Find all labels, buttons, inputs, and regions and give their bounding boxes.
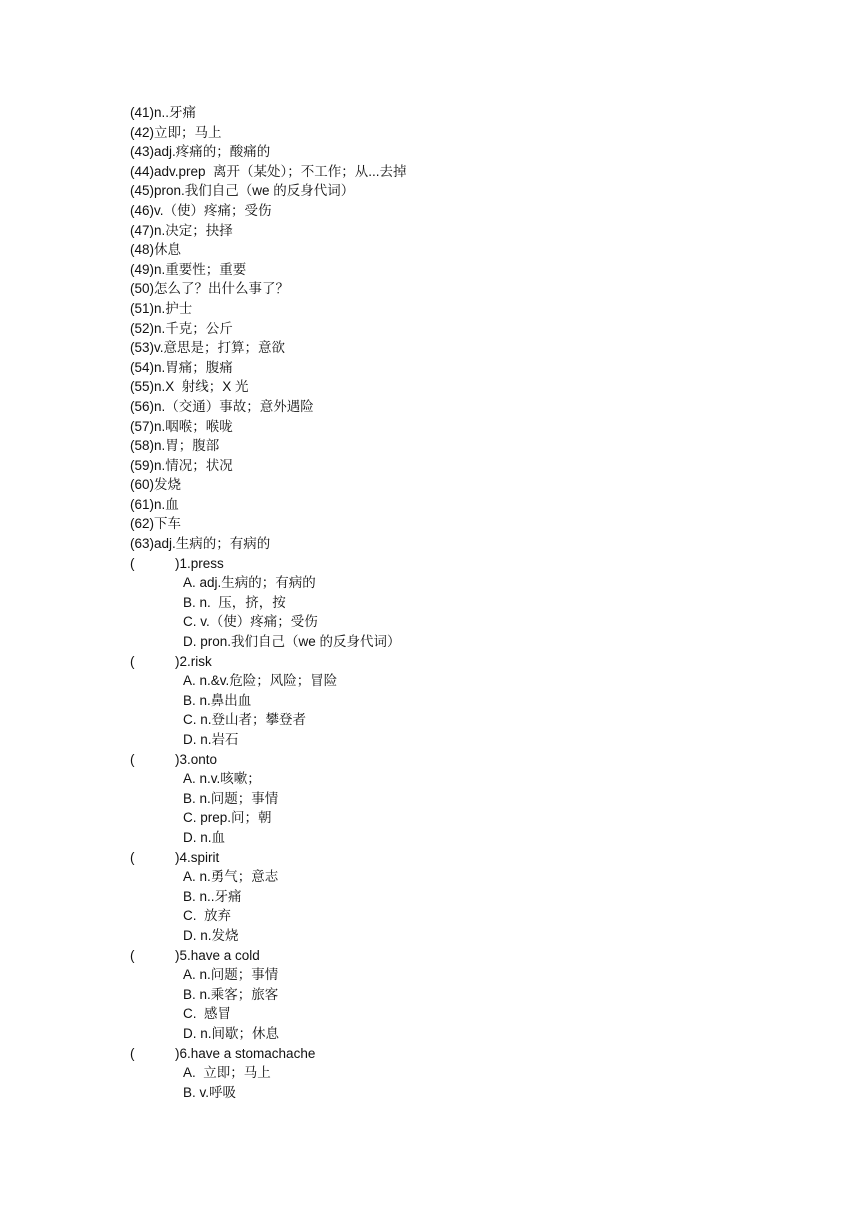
option-c: C. 感冒: [183, 1006, 232, 1022]
definition-item: (44)adv.prep 离开（某处）；不工作；从...去掉: [130, 163, 407, 179]
definition-item: (46)v.（使）疼痛；受伤: [130, 202, 272, 218]
answer-blank[interactable]: (: [130, 555, 135, 571]
option-c: C. 放弃: [183, 908, 232, 924]
option-b: B. n.乘客；旅客: [183, 986, 279, 1002]
question-4: [130, 848, 770, 946]
option-b: B. n. 压，挤，按: [183, 594, 286, 610]
option-d: D. n.发烧: [183, 927, 239, 943]
option-d: D. n.岩石: [183, 732, 239, 747]
option-a: A. 立即；马上: [183, 1065, 271, 1081]
question-prompt: [130, 1044, 770, 1064]
question-text: )5.have a cold: [175, 947, 260, 963]
definition-item: (61)n.血: [130, 496, 179, 512]
definition-item: (59)n.情况；状况: [130, 457, 233, 473]
answer-blank[interactable]: (: [130, 751, 135, 767]
question-list: [130, 554, 770, 1103]
option-d: D. n.间歇；休息: [183, 1025, 280, 1041]
definition-item: (51)n.护士: [130, 300, 193, 316]
definition-item: (60)发烧: [130, 477, 182, 493]
worksheet-page: [130, 103, 770, 1102]
option-b: B. n..牙痛: [183, 888, 242, 904]
option-c: C. prep.问；朝: [183, 810, 272, 826]
question-prompt: [130, 652, 770, 672]
question-5: [130, 946, 770, 1044]
option-c: C. n.登山者；攀登者: [183, 712, 307, 728]
option-c: C. v.（使）疼痛；受伤: [183, 614, 318, 630]
definition-item: (62)下车: [130, 516, 182, 532]
definition-item: (47)n.决定；抉择: [130, 222, 233, 238]
option-a: A. n.勇气；意志: [183, 869, 279, 885]
question-text: )4.spirit: [175, 849, 220, 865]
definition-item: (58)n.胃；腹部: [130, 438, 220, 454]
definition-item: (57)n.咽喉；喉咙: [130, 418, 233, 434]
definition-item: (50)怎么了？出什么事了？: [130, 281, 290, 297]
answer-blank[interactable]: (: [130, 653, 135, 669]
option-d: D. pron.我们自己（we 的反身代词）: [183, 634, 401, 650]
question-6: [130, 1044, 770, 1103]
option-d: D. n.血: [183, 829, 226, 845]
question-text: )3.onto: [175, 751, 218, 767]
definition-item: (41)n..牙痛: [130, 105, 197, 120]
question-text: )6.have a stomachache: [175, 1045, 316, 1061]
option-a: A. n.问题；事情: [183, 967, 279, 983]
answer-blank[interactable]: (: [130, 1045, 135, 1061]
definition-list: [130, 103, 770, 554]
definition-item: (55)n.X 射线；X 光: [130, 379, 249, 395]
question-text: )1.press: [175, 555, 224, 571]
definition-item: (63)adj.生病的；有病的: [130, 536, 271, 552]
definition-item: (45)pron.我们自己（we 的反身代词）: [130, 183, 355, 199]
definition-item: (42)立即；马上: [130, 124, 222, 140]
definition-item: (53)v.意思是；打算；意欲: [130, 340, 286, 356]
option-a: A. n.v.咳嗽；: [183, 771, 261, 787]
option-a: A. n.&v.危险；风险；冒险: [183, 673, 338, 689]
definition-item: (43)adj.疼痛的；酸痛的: [130, 144, 271, 160]
option-b: B. n.问题；事情: [183, 790, 279, 806]
definition-item: (48)休息: [130, 242, 182, 258]
question-prompt: [130, 750, 770, 770]
question-prompt: [130, 554, 770, 574]
definition-item: (52)n.千克；公斤: [130, 320, 233, 336]
definition-item: (56)n.（交通）事故；意外遇险: [130, 398, 314, 414]
question-1: [130, 554, 770, 652]
definition-item: (54)n.胃痛；腹痛: [130, 359, 233, 375]
definition-item: (49)n.重要性；重要: [130, 261, 247, 277]
answer-blank[interactable]: (: [130, 947, 135, 963]
question-text: )2.risk: [175, 653, 212, 669]
option-b: B. n.鼻出血: [183, 692, 252, 708]
question-prompt: [130, 946, 770, 966]
option-b: B. v.呼吸: [183, 1084, 237, 1100]
question-3: [130, 750, 770, 848]
answer-blank[interactable]: (: [130, 849, 135, 865]
question-prompt: [130, 848, 770, 868]
question-2: [130, 652, 770, 750]
option-a: A. adj.生病的；有病的: [183, 575, 316, 591]
